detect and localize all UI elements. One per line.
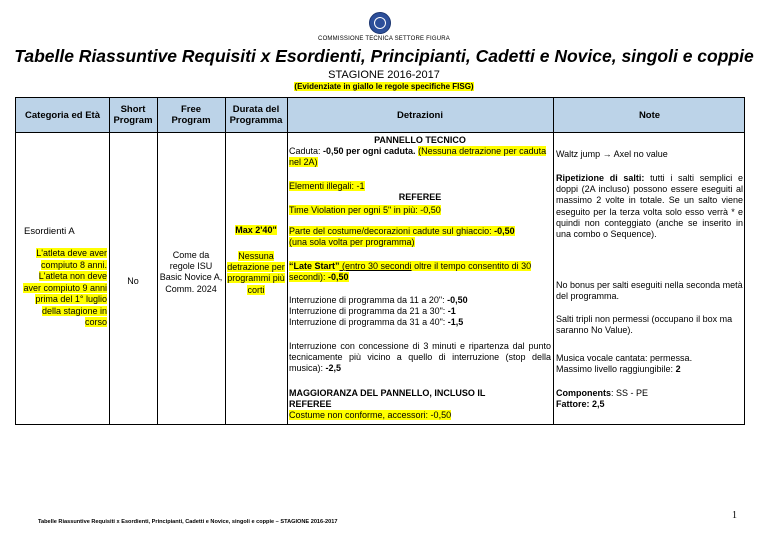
col-header-duration: Durata del Programma bbox=[229, 104, 283, 126]
age-rule: L'atleta deve aver compiuto 8 anni. L'atleta non deve aver compiuto 9 anni prima del 1° luglio della stagione in corso bbox=[23, 248, 107, 327]
no-bonus-note: No bonus per salti eseguiti nella seconda metà del programma. bbox=[556, 280, 743, 302]
costume-deduction: Costume non conforme, accessori: -0,50 bbox=[289, 410, 452, 420]
col-header-free: Free Program bbox=[171, 104, 211, 126]
waltz-note: Waltz jump → Axel no value bbox=[556, 149, 668, 159]
late-start: “Late Start” (entro 30 secondi oltre il tempo consentito di 30 secondi): -0,50 bbox=[289, 261, 532, 283]
interruption-row: Interruzione di programma da 11 a 20": -0,50 bbox=[289, 295, 468, 305]
fisg-logo bbox=[369, 12, 391, 34]
org-name: COMMISSIONE TECNICA SETTORE FIGURA bbox=[318, 36, 450, 42]
repetition-note: Ripetizione di salti: tutti i salti semplici e doppi (2A incluso) possono essere eseguiti al massimo 2 volte in totale. Se un salto viene eseguito per la terza volta solo esso verrà * e quindi non conteggiato (anche se inserito in una combo o Sequence). bbox=[556, 173, 743, 240]
page-title: Tabelle Riassuntive Requisiti x Esordienti, Principianti, Cadetti e Novice, singoli e coppie bbox=[14, 46, 754, 66]
resume-deduction: Interruzione con concessione di 3 minuti e ripartenza dal punto tecnicamente più vicino a quello di interruzione (stop della musica): -2,5 bbox=[289, 341, 551, 374]
costume-fall: Parte del costume/decorazioni cadute sul ghiaccio: -0,50 (una sola volta per programma) bbox=[289, 226, 515, 248]
referee-title: REFEREE bbox=[398, 192, 442, 202]
panel-title: PANNELLO TECNICO bbox=[374, 135, 466, 145]
illegal-elements: Elementi illegali: -1 bbox=[289, 181, 365, 191]
interruption-row: Interruzione di programma da 31 a 40": -1,5 bbox=[289, 317, 464, 328]
majority-title: MAGGIORANZA DEL PANNELLO, INCLUSO IL REFEREE bbox=[289, 388, 486, 410]
level-note: Massimo livello raggiungibile: 2 bbox=[556, 364, 681, 374]
components-note: Components: SS - PE bbox=[556, 388, 649, 398]
interruption-row: Interruzione di programma da 21 a 30": -1 bbox=[289, 306, 456, 317]
free-program-value: Come da regole ISU Basic Novice A, Comm. 2024 bbox=[159, 250, 223, 294]
short-program-value: No bbox=[127, 276, 139, 286]
highlight-note: (Evidenziate in giallo le regole specifiche FISG) bbox=[294, 82, 474, 91]
category-name: Esordienti A bbox=[24, 226, 75, 237]
triple-jumps-note: Salti tripli non permessi (occupano il box ma saranno No Value). bbox=[556, 314, 733, 336]
duration-note: Nessuna detrazione per programmi più corti bbox=[227, 251, 285, 295]
time-violation: Time Violation per ogni 5" in più: -0,50 bbox=[289, 205, 441, 215]
requirements-table bbox=[15, 97, 745, 425]
col-header-short: Short Program bbox=[113, 104, 153, 126]
factor-note: Fattore: 2,5 bbox=[556, 399, 605, 409]
page-number: 1 bbox=[732, 510, 737, 521]
music-note: Musica vocale cantata: permessa. bbox=[556, 353, 693, 363]
interruptions-list bbox=[289, 295, 551, 329]
fall-deduction: Caduta: -0,50 per ogni caduta. (Nessuna detrazione per caduta nel 2A) bbox=[289, 146, 547, 168]
duration-max: Max 2'40" bbox=[235, 225, 277, 235]
col-header-category: Categoria ed Età bbox=[25, 109, 100, 121]
col-header-notes: Note bbox=[638, 109, 661, 121]
col-header-deductions: Detrazioni bbox=[397, 109, 443, 121]
season-label: STAGIONE 2016-2017 bbox=[328, 69, 440, 81]
footer-text: Tabelle Riassuntive Requisiti x Esordienti, Principianti, Cadetti e Novice, singoli e coppie – STAGIONE 2016-2017 bbox=[38, 519, 338, 525]
